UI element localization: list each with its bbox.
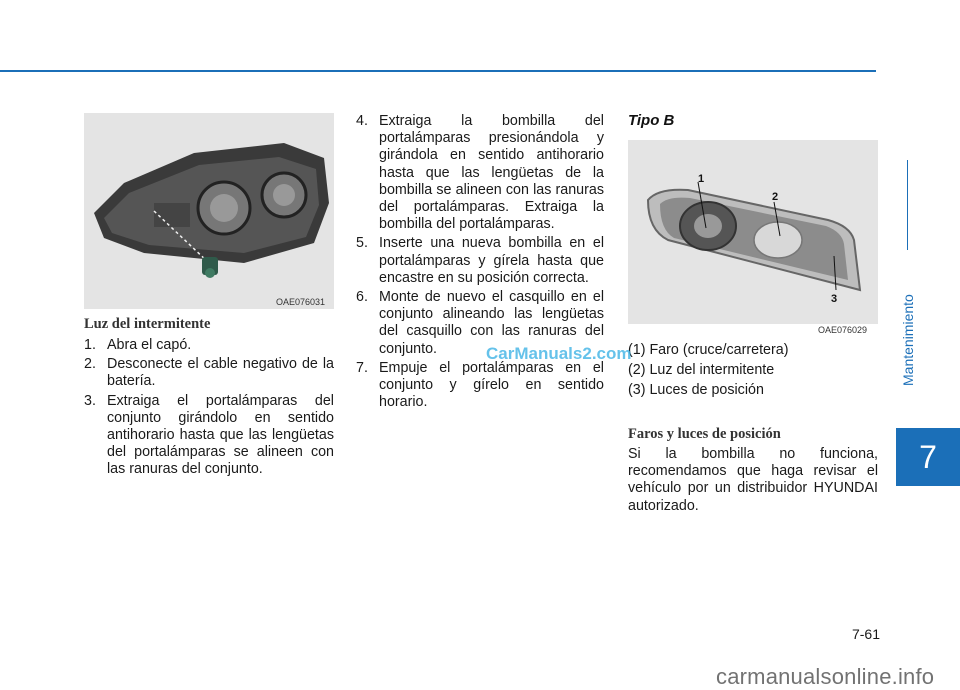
legend-item: (1) Faro (cruce/carretera) (628, 342, 789, 358)
list-item: 6. Monte de nuevo el casquillo en el conjunto alineando las lengüetas del casquillo con las ranuras del conjunto. (356, 289, 604, 357)
top-rule (0, 70, 876, 72)
headlamp-front-icon (628, 140, 878, 324)
body-paragraph: Si la bombilla no funciona, recomendamos que haga revisar el vehículo por un distribuidor HYUNDAI autorizado. (628, 446, 878, 514)
section-heading: Faros y luces de posición (628, 426, 781, 442)
steps-list (84, 337, 334, 481)
callout-1: 1 (698, 173, 705, 185)
list-item: 1. Abra el capó. (84, 337, 192, 353)
list-item: 7. Empuje el portalámparas en el conjunto y gírelo en sentido horario. (356, 359, 604, 411)
section-subtitle: Tipo B (628, 112, 675, 129)
page-number: 7-61 (851, 626, 880, 642)
callout-3: 3 (831, 293, 838, 305)
chapter-number-tab: 7 (896, 428, 960, 486)
figure-legend (628, 342, 878, 403)
list-item: 2. Desconecte el cable negativo de la batería. (84, 356, 334, 390)
callout-2: 2 (772, 191, 779, 203)
chapter-side-label: Mantenimiento (900, 294, 916, 386)
list-item: 3. Extraiga el portalámparas del conjunto girándolo en sentido antihorario hasta que las lengüetas del portalámparas se alineen con las ranuras del conjunto. (84, 392, 334, 478)
steps-list-continued (356, 113, 604, 413)
footer-watermark: carmanualsonline.info (716, 664, 935, 689)
headlamp-rear-illustration (84, 113, 334, 309)
watermark: CarManuals2.com (486, 344, 632, 363)
legend-item: (3) Luces de posición (628, 382, 764, 399)
figure-code: OAE076029 (818, 325, 868, 335)
legend-item: (2) Luz del intermitente (628, 362, 775, 379)
list-item: 4. Extraiga la bombilla del portalámparas presionándola y girándola en sentido antihorario hasta que las lengüetas de la bombilla se alineen con las ranuras del portalámparas. Extraiga la bombilla del portalámparas. (356, 113, 604, 233)
headlamp-assembly-icon (84, 113, 334, 309)
list-item: 5. Inserte una nueva bombilla en el portalámparas y gírela hasta que encastre en su posición correcta. (356, 235, 604, 286)
side-divider (907, 160, 908, 250)
figure-code: OAE076031 (276, 297, 326, 307)
headlamp-front-illustration (628, 140, 878, 324)
section-heading: Luz del intermitente (84, 316, 211, 332)
